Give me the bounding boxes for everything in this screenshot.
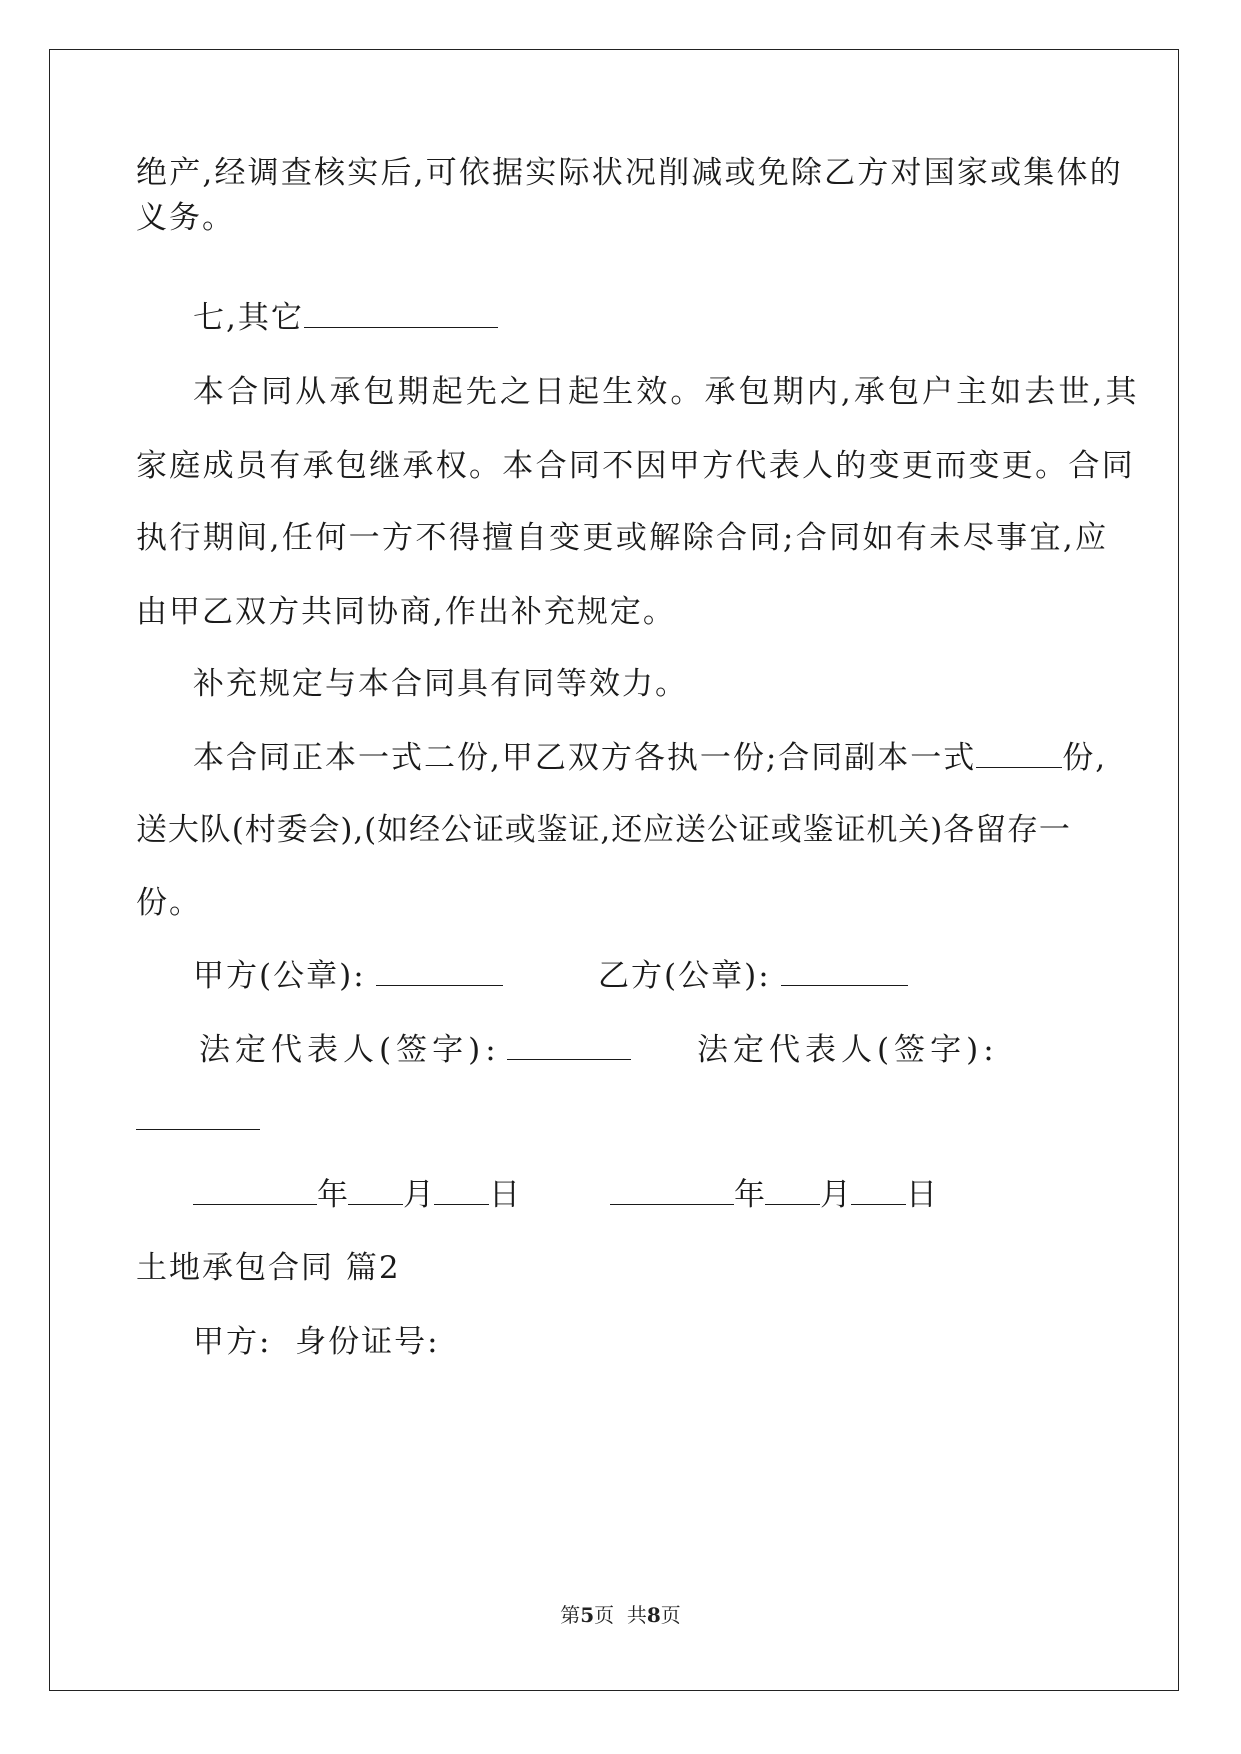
page-total: 8 [646,1603,661,1627]
party-a-date: 年 月 日 [193,1175,520,1215]
body-line: 补充规定与本合同具有同等效力。 [193,666,688,702]
blank-line [781,957,908,986]
section-heading: 七,其它 [193,298,498,338]
body-line: 由甲乙双方共同协商,作出补充规定。 [136,594,676,630]
page-border [49,49,1179,1691]
body-line: 义务。 [136,200,235,236]
blank-line [765,1176,820,1205]
party-a-id-line: 甲方: 身份证号: [193,1324,440,1360]
party-b-date: 年 月 日 [610,1175,937,1215]
signature-blank [136,1100,260,1140]
body-line: 绝产,经调查核实后,可依据实际状况削减或免除乙方对国家或集体的 [136,155,1123,191]
page-footer: 第5页 共8页 [560,1603,681,1627]
body-line: 本合同正本一式二份,甲乙双方各执一份;合同副本一式 份, [193,740,1108,776]
blank-line [193,1176,317,1205]
blank-line [610,1176,734,1205]
blank-line [376,957,503,986]
blank-line [976,739,1062,768]
body-line: 送大队(村委会),(如经公证或鉴证,还应送公证或鉴证机关)各留存一 [136,812,1071,848]
blank-line [348,1176,403,1205]
body-line: 执行期间,任何一方不得擅自变更或解除合同;合同如有未尽事宜,应 [136,520,1109,556]
body-line: 家庭成员有承包继承权。本合同不因甲方代表人的变更而变更。合同 [136,448,1135,484]
page-number: 5 [580,1603,595,1627]
party-b-representative: 法定代表人(签字): [697,1032,999,1068]
body-line: 份。 [136,885,202,921]
section-title: 土地承包合同 篇2 [136,1250,401,1286]
blank-line [136,1101,260,1130]
party-b-seal: 乙方(公章): [598,956,908,996]
blank-line [434,1176,489,1205]
party-a-representative: 法定代表人(签字): [199,1030,631,1070]
blank-line [304,299,498,328]
body-line: 本合同从承包期起先之日起生效。承包期内,承包户主如去世,其 [193,374,1140,410]
party-a-seal: 甲方(公章): [193,956,503,996]
blank-line [507,1031,631,1060]
blank-line [851,1176,906,1205]
